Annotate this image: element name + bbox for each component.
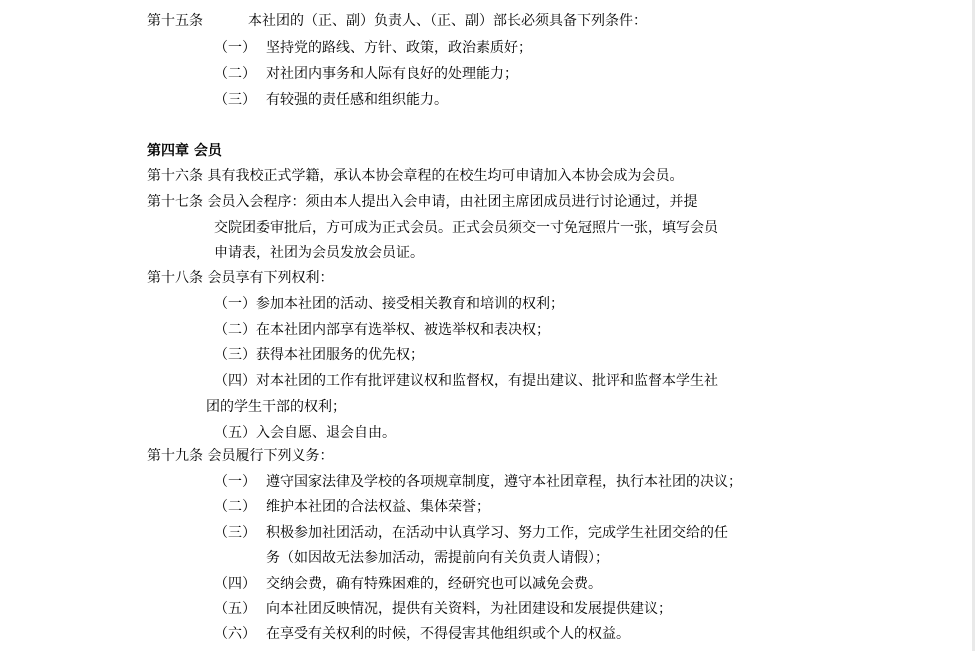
article-19-item-number: （五）: [214, 601, 256, 617]
article-17-line: 第十七条 会员入会程序：须由本人提出入会申请，由社团主席团成员进行讨论通过，并提: [147, 194, 698, 210]
article-18-item: （三）获得本社团服务的优先权；: [214, 347, 424, 363]
article-18-item: （二）在本社团内部享有选举权、被选举权和表决权；: [214, 322, 550, 338]
article-18-item-continuation: 团的学生干部的权利；: [206, 399, 346, 415]
article-19-item-continuation: 务（如因故无法参加活动，需提前向有关负责人请假）；: [266, 550, 609, 566]
article-15-item-number: （一）: [214, 40, 256, 56]
article-19-item-text: 积极参加社团活动，在活动中认真学习、努力工作，完成学生社团交给的任: [266, 525, 728, 541]
article-19-item-text: 交纳会费，确有特殊困难的，经研究也可以减免会费。: [266, 576, 602, 592]
article-15-text: 本社团的（正、副）负责人、（正、副）部长必须具备下列条件：: [248, 13, 647, 29]
article-19-item-text: 遵守国家法律及学校的各项规章制度，遵守本社团章程，执行本社团的决议；: [266, 474, 742, 490]
article-15-item-number: （三）: [214, 92, 256, 108]
article-16: 第十六条 具有我校正式学籍，承认本协会章程的在校生均可申请加入本协会成为会员。: [147, 168, 684, 184]
article-15-item-text: 对社团内事务和人际有良好的处理能力；: [266, 66, 518, 82]
article-19-item-number: （一）: [214, 474, 256, 490]
article-19-item-text: 在享受有关权利的时候，不得侵害其他组织或个人的权益。: [266, 626, 630, 642]
article-15-item-text: 有较强的责任感和组织能力。: [266, 92, 448, 108]
article-18-item: （五）入会自愿、退会自由。: [214, 425, 396, 441]
article-19-item-number: （六）: [214, 626, 256, 642]
article-17-line: 申请表，社团为会员发放会员证。: [214, 245, 424, 261]
article-19-item-number: （三）: [214, 525, 256, 541]
article-19-title: 第十九条 会员履行下列义务：: [147, 448, 334, 464]
article-15-item-text: 坚持党的路线、方针、政策，政治素质好；: [266, 40, 532, 56]
article-17-line: 交院团委审批后，方可成为正式会员。正式会员须交一寸免冠照片一张，填写会员: [214, 220, 718, 236]
article-15-title: 第十五条: [147, 13, 203, 29]
article-18-item: （一）参加本社团的活动、接受相关教育和培训的权利；: [214, 296, 564, 312]
article-19-item-text: 维护本社团的合法权益、集体荣誉；: [266, 499, 490, 515]
chapter-heading: 第四章 会员: [147, 143, 222, 159]
article-18-title: 第十八条 会员享有下列权利：: [147, 270, 334, 286]
article-19-item-text: 向本社团反映情况，提供有关资料，为社团建设和发展提供建议；: [266, 601, 672, 617]
article-15-item-number: （二）: [214, 66, 256, 82]
article-18-item: （四）对本社团的工作有批评建议权和监督权，有提出建议、批评和监督本学生社: [214, 373, 718, 389]
article-19-item-number: （四）: [214, 576, 256, 592]
article-19-item-number: （二）: [214, 499, 256, 515]
